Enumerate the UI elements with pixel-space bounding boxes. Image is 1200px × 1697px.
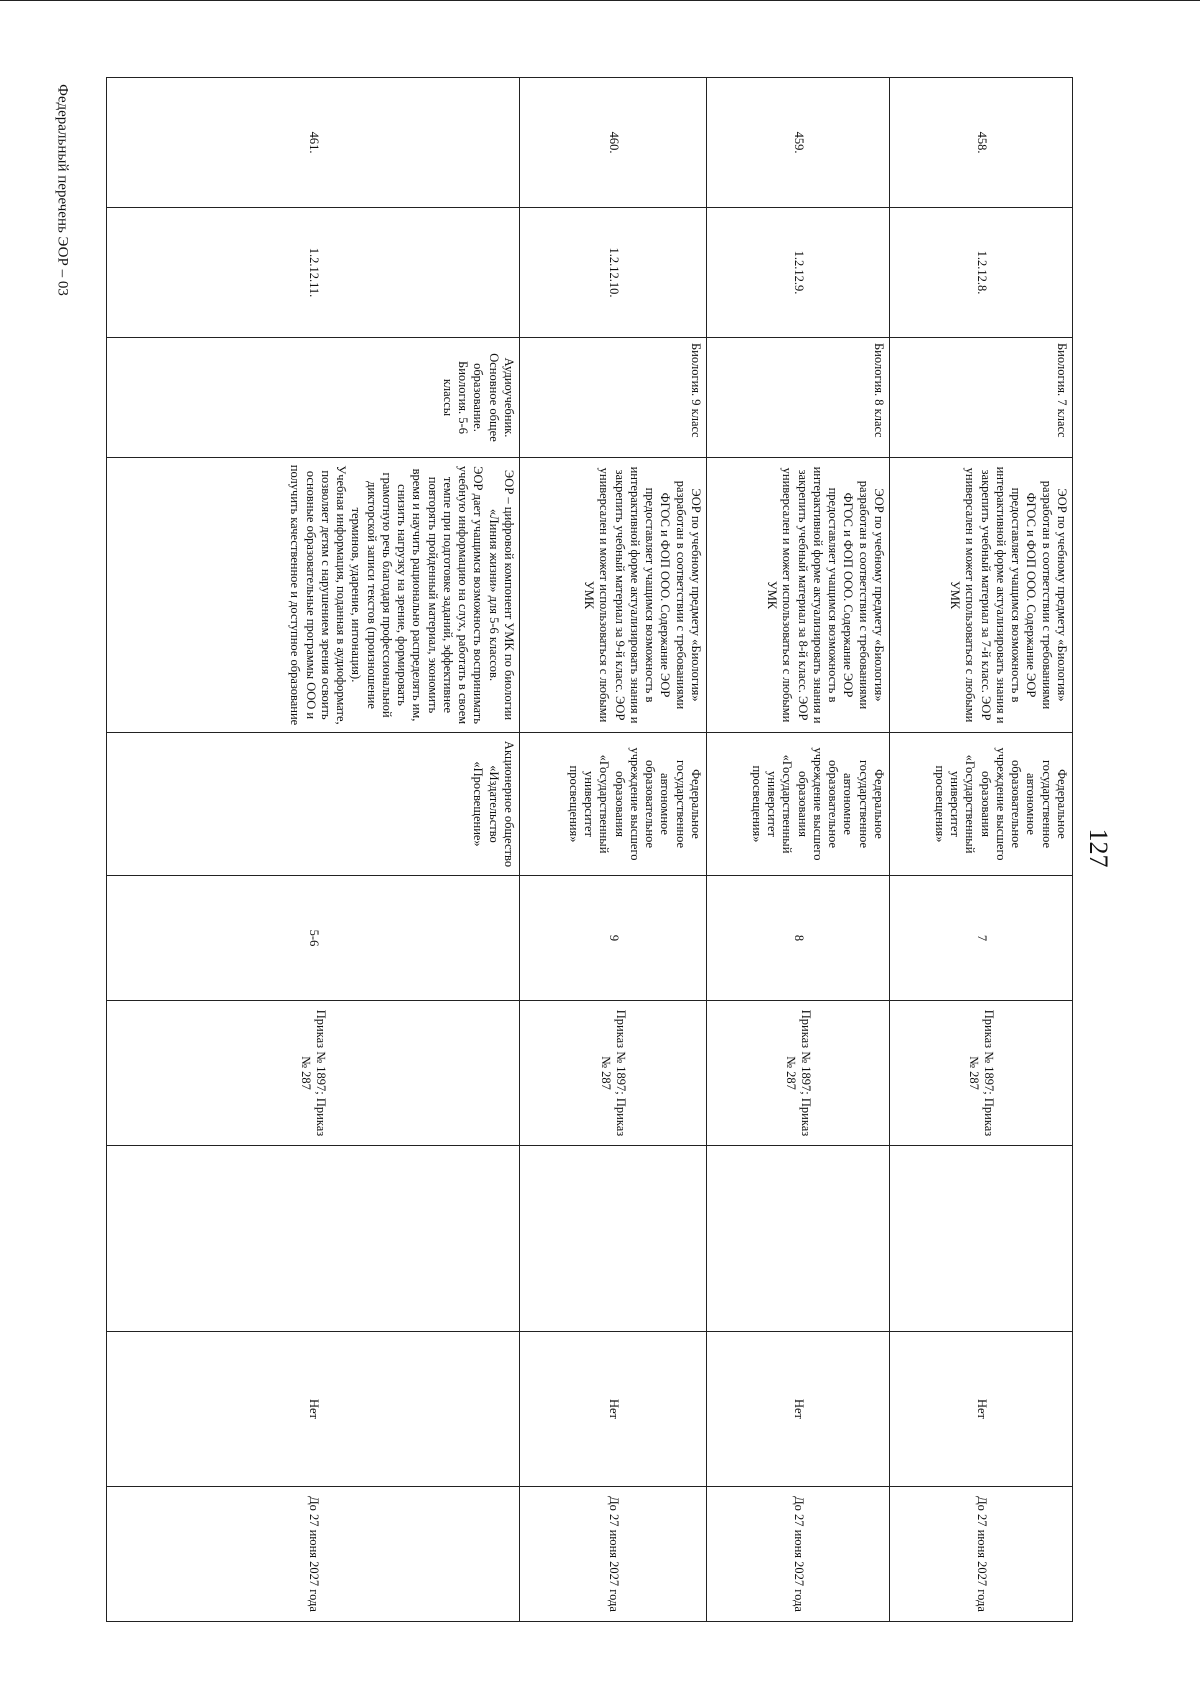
row-deadline: До 27 июня 2027 года bbox=[520, 1487, 707, 1622]
row-description: ЭОР по учебному предмету «Биология» разработан в соответствии с требованиями ФГОС и ФОП ООО. Содержание ЭОР предоставляет учащимся возможность в интерактивной форме актуализировать знания и закрепить учебный материал за 9-й класс. ЭОР универсален и может использоваться с любыми УМК bbox=[520, 458, 707, 733]
page-number-text: 127 bbox=[1084, 828, 1113, 868]
rotated-table-container bbox=[107, 77, 1073, 1621]
row-empty-cell bbox=[707, 1146, 890, 1332]
row-status: Нет bbox=[707, 1332, 890, 1487]
row-order: Приказ № 1897; Приказ № 287 bbox=[520, 1001, 707, 1146]
row-description: ЭОР по учебному предмету «Биология» разработан в соответствии с требованиями ФГОС и ФОП ООО. Содержание ЭОР предоставляет учащимся возможность в интерактивной форме актуализировать знания и закрепить учебный материал за 8-й класс. ЭОР универсален и может использоваться с любыми УМК bbox=[707, 458, 890, 733]
table-row bbox=[890, 78, 1073, 1622]
row-code: 1.2.12.11. bbox=[107, 208, 520, 338]
row-order: Приказ № 1897; Приказ № 287 bbox=[707, 1001, 890, 1146]
row-status: Нет bbox=[520, 1332, 707, 1487]
table-row bbox=[520, 78, 707, 1622]
row-status: Нет bbox=[107, 1332, 520, 1487]
row-description: ЭОР – цифровой компонент УМК по биологии «Линия жизни» для 5-6 классов. ЭОР дает учащимся возможность воспринимать учебную информацию на слух, работать в своем темпе при подготовке заданий, эффективнее повторять пройденный материал, экономить время и научить рационально распределять им, снизить нагрузку на зрение, формировать грамотную речь благодаря профессиональной дикторской записи текстов (произношение терминов, ударение, интонация). Учебная информация, поданная в аудиоформате, позволяет детям с нарушением зрения освоить основные образовательные программы ООО и получить качественное и доступное образование bbox=[107, 458, 520, 733]
row-number: 460. bbox=[520, 78, 707, 208]
row-grade: 9 bbox=[520, 876, 707, 1001]
row-number: 458. bbox=[890, 78, 1073, 208]
row-empty-cell bbox=[520, 1146, 707, 1332]
row-code: 1.2.12.10. bbox=[520, 208, 707, 338]
row-order: Приказ № 1897; Приказ № 287 bbox=[107, 1001, 520, 1146]
row-developer: Федеральное государственное автономное образовательное учреждение высшего образования «Государственный университет просвещения» bbox=[520, 733, 707, 876]
row-deadline: До 27 июня 2027 года bbox=[890, 1487, 1073, 1622]
row-number: 461. bbox=[107, 78, 520, 208]
row-title: Биология. 8 класс bbox=[707, 338, 890, 458]
row-empty-cell bbox=[107, 1146, 520, 1332]
row-deadline: До 27 июня 2027 года bbox=[707, 1487, 890, 1622]
row-code: 1.2.12.8. bbox=[890, 208, 1073, 338]
row-status: Нет bbox=[890, 1332, 1073, 1487]
row-description: ЭОР по учебному предмету «Биология» разработан в соответствии с требованиями ФГОС и ФОП ООО. Содержание ЭОР предоставляет учащимся возможность в интерактивной форме актуализировать знания и закрепить учебный материал за 7-й класс. ЭОР универсален и может использоваться с любыми УМК bbox=[890, 458, 1073, 733]
row-number: 459. bbox=[707, 78, 890, 208]
row-code: 1.2.12.9. bbox=[707, 208, 890, 338]
resources-table bbox=[106, 77, 1073, 1622]
table-row bbox=[107, 78, 520, 1622]
row-empty-cell bbox=[890, 1146, 1073, 1332]
row-developer: Федеральное государственное автономное образовательное учреждение высшего образования «Государственный университет просвещения» bbox=[707, 733, 890, 876]
row-title: Биология. 9 класс bbox=[520, 338, 707, 458]
table-row bbox=[707, 78, 890, 1622]
top-border-line bbox=[0, 0, 1200, 1]
footer-note-text: Федеральный перечень ЭОР – 03 bbox=[54, 84, 71, 296]
row-developer: Федеральное государственное автономное образовательное учреждение высшего образования «Государственный университет просвещения» bbox=[890, 733, 1073, 876]
row-order: Приказ № 1897; Приказ № 287 bbox=[890, 1001, 1073, 1146]
row-grade: 8 bbox=[707, 876, 890, 1001]
row-grade: 7 bbox=[890, 876, 1073, 1001]
row-title: Биология. 7 класс bbox=[890, 338, 1073, 458]
row-deadline: До 27 июня 2027 года bbox=[107, 1487, 520, 1622]
row-grade: 5-6 bbox=[107, 876, 520, 1001]
row-title: Аудиоучебник. Основное общее образование. Биология. 5-6 классы bbox=[107, 338, 520, 458]
row-developer: Акционерное общество «Издательство «Просвещение» bbox=[107, 733, 520, 876]
